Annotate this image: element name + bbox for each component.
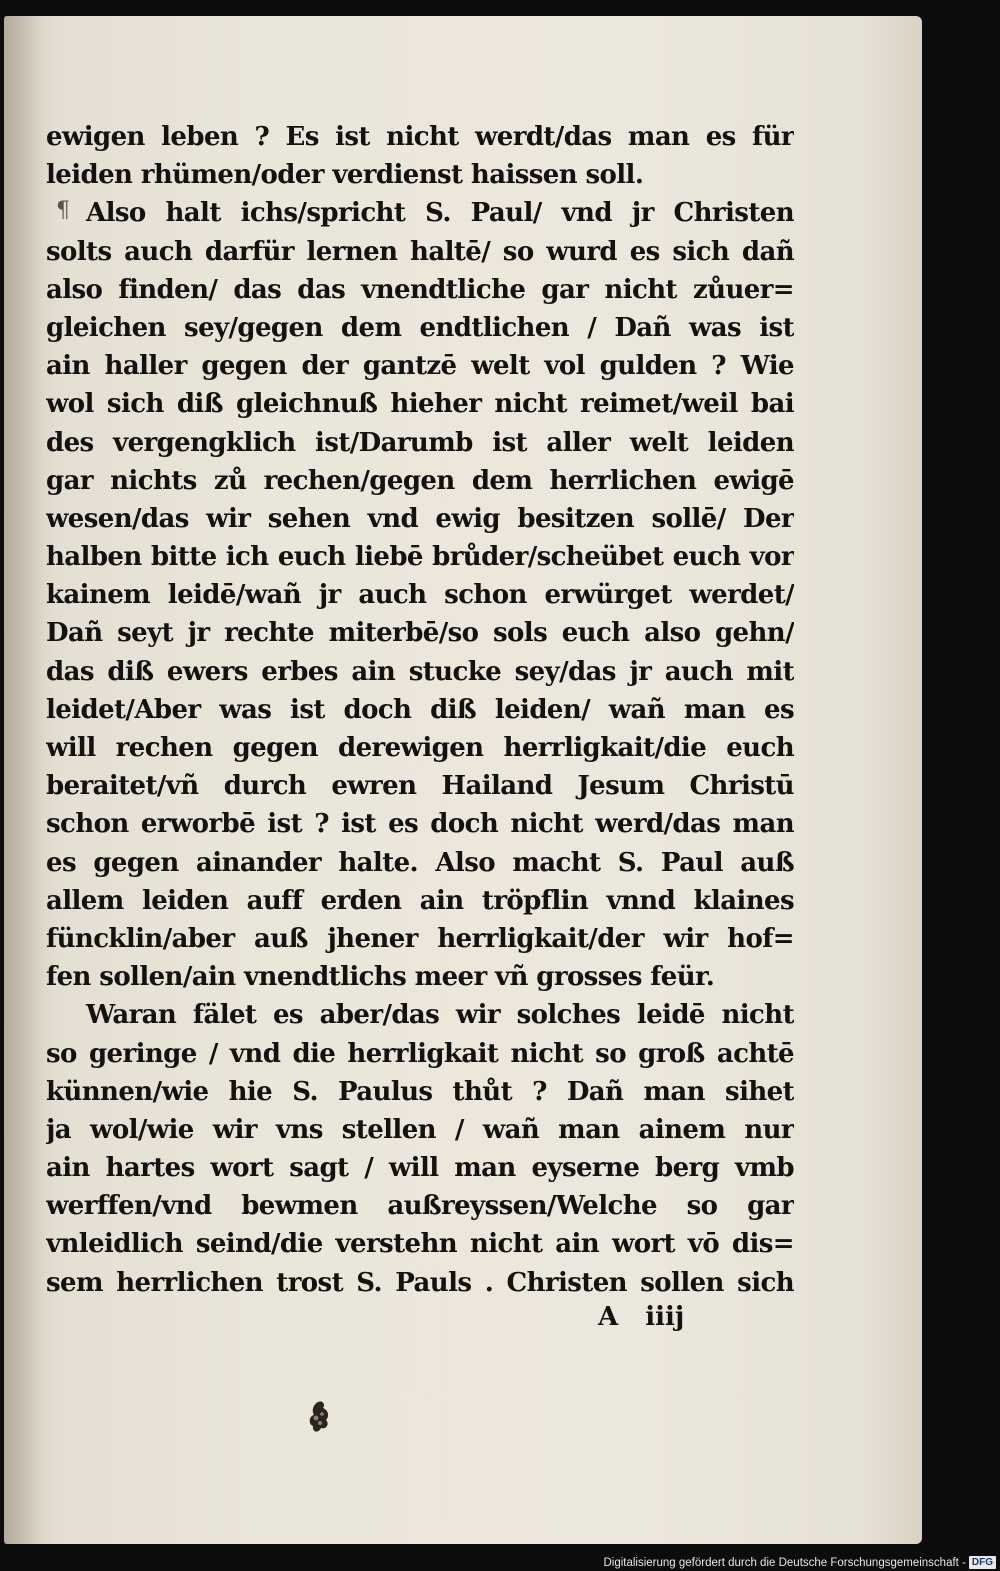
text-line: ja wol/wie wir vns stellen / wañ man ainem nur <box>46 1114 794 1145</box>
text-line: wesen/das wir sehen vnd ewig besitzen sollē/ Der <box>46 503 794 534</box>
text-line: beraitet/vñ durch ewren Hailand Jesum Christū <box>46 771 794 802</box>
digitization-footer <box>603 1556 996 1569</box>
text-line: des vergengklich ist/Darumb ist aller welt leiden <box>46 427 794 458</box>
text-line: füncklin/aber auß jhener herrligkait/der wir hof= <box>46 923 794 954</box>
text-line: Waran fälet es aber/das wir solches leidē nicht <box>86 1000 794 1031</box>
text-line: fen sollen/ain vnendtlichs meer vñ grosses feür. <box>46 962 715 993</box>
text-line: also finden/ das das vnendtliche gar nicht zůuer= <box>46 274 794 305</box>
text-line: schon erworbē ist ? ist es doch nicht werd/das man <box>46 809 794 840</box>
text-line: es gegen ainander halte. Also macht S. Paul auß <box>46 847 794 878</box>
text-line: allem leiden auff erden ain tröpflin vnnd klaines <box>46 885 794 916</box>
ink-blot-ornament <box>304 1398 338 1438</box>
text-line: sem herrlichen trost S. Pauls . Christen sollen sich <box>46 1267 794 1298</box>
text-line: vnleidlich seind/die verstehn nicht ain wort vō dis= <box>46 1229 794 1260</box>
text-line: ewigen leben ? Es ist nicht werdt/das man es für <box>46 122 794 152</box>
text-line: das diß ewers erbes ain stucke sey/das jr auch mit <box>46 656 794 687</box>
dfg-logo: DFG <box>969 1556 996 1569</box>
text-line: Dañ seyt jr rechte miterbē/so sols euch also gehn/ <box>46 618 794 649</box>
footer-text: Digitalisierung gefördert durch die Deutsche Forschungsgemeinschaft - <box>603 1556 966 1569</box>
paragraph-mark: ¶ <box>56 198 70 223</box>
text-line: wol sich diß gleichnuß hieher nicht reimet/weil bai <box>46 389 794 420</box>
text-line: leiden rhümen/oder verdienst haissen soll. <box>46 160 644 191</box>
text-line: kainem leidē/wañ jr auch schon erwürget werdet/ <box>46 580 794 611</box>
signature-catchword: A iiij <box>598 1302 685 1332</box>
text-line: künnen/wie hie S. Paulus thůt ? Dañ man sihet <box>46 1076 794 1107</box>
text-line: Also halt ichs/spricht S. Paul/ vnd jr Christen <box>86 198 794 229</box>
text-line: solts auch darfür lernen haltē/ so wurd es sich dañ <box>46 236 794 267</box>
page-gutter-shadow <box>4 16 44 1544</box>
text-line: gar nichts zů rechen/gegen dem herrlichen ewigē <box>46 465 794 496</box>
text-line: werffen/vnd bewmen außreyssen/Welche so gar <box>46 1191 794 1222</box>
text-line: will rechen gegen derewigen herrligkait/die euch <box>46 733 794 763</box>
text-line: ain hartes wort sagt / will man eyserne berg vmb <box>46 1153 794 1184</box>
text-line: halben bitte ich euch liebē brůder/scheübet euch vor <box>46 542 794 573</box>
show-through-bleed <box>788 125 878 195</box>
text-line: leidet/Aber was ist doch diß leiden/ wañ man es <box>46 694 794 725</box>
text-line: ain haller gegen der gantzē welt vol gulden ? Wie <box>46 351 794 382</box>
printed-text-block <box>46 118 794 1302</box>
text-line: gleichen sey/gegen dem endtlichen / Dañ was ist <box>46 312 794 343</box>
text-line: so geringe / vnd die herrligkait nicht so groß achtē <box>46 1038 794 1069</box>
